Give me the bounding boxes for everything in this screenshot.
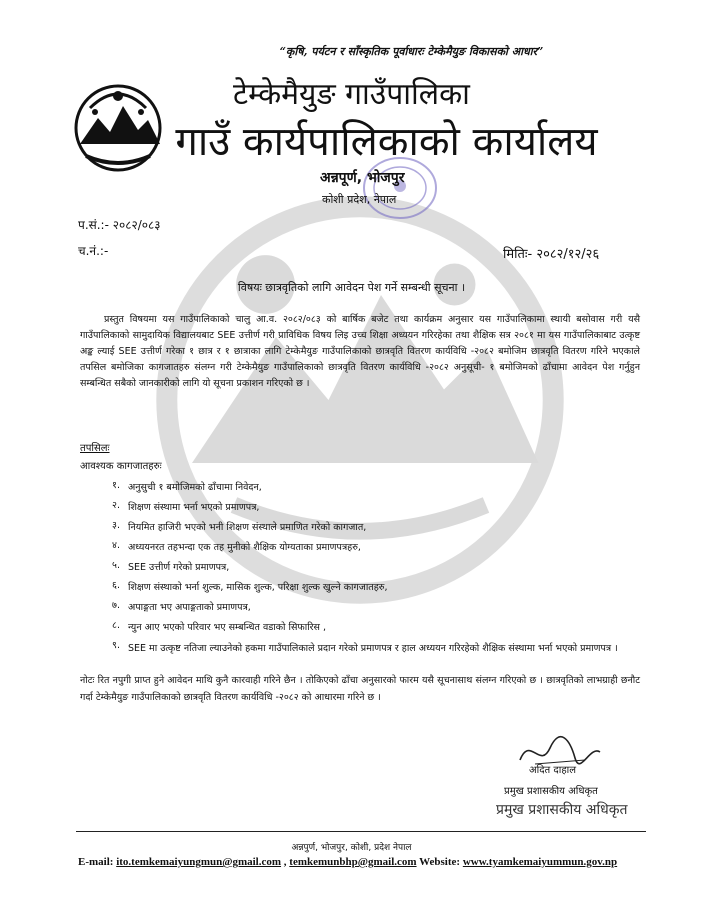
list-item-number: ७. [112,600,120,611]
list-item-number: ३. [112,520,120,531]
notice-date: मितिः- २०८२/१२/२६ [503,247,600,262]
email-link-secondary[interactable]: temkemunbhp@gmail.com [289,856,417,868]
requirements-heading: आवश्यक कागजातहरुः [80,461,162,472]
list-item-number: ६. [112,580,120,591]
email-link-primary[interactable]: ito.temkemaiyungmun@gmail.com [116,856,282,868]
office-name: गाउँ कार्यपालिकाको कार्यालय [175,119,598,165]
requirements-list [96,478,641,658]
list-item-number: ५. [112,560,120,571]
address-line-1: अन्नपूर्ण, भोजपुर [320,170,405,186]
list-item-text: अध्ययनरत तहभन्दा एक तह मुनीको शैक्षिक योग्यताका प्रमाणपत्रहरु, [128,542,361,553]
signatory-title: प्रमुख प्रशासकीय अधिकृत [504,786,598,797]
list-item [96,538,641,558]
list-item-number: ८. [112,620,120,631]
list-item-text: न्युन आए भएको परिवार भए सम्बन्धित वडाको सिफारिस , [128,622,327,633]
list-item-number: ९. [112,640,120,651]
note-paragraph: नोटः रित नपुगी प्राप्त हुने आवेदन माथि कुनै कारवाही गरिने छैन । तोकिएको ढाँचा अनुसारको फारम यसै सूचनासाथ संलग्न गरिएको छ । छात्रवृतिको लाभग्राही छनौट गर्दा टेम्केमैयुङ गाउँपालिकाको छात्रवृति वितरण कार्यविधि -२०८२ को आधारमा गरिने छ । [80,675,640,703]
list-item-number: ४. [112,540,120,551]
list-item [96,558,641,578]
list-item-text: शिक्षण संस्थामा भर्ना भएको प्रमाणपत्र, [128,502,260,513]
list-item [96,478,641,498]
signatory-name: अदित दाहाल [529,765,576,776]
list-item-number: १. [112,480,120,491]
list-item-text: अपाङ्गता भए अपाङ्गताको प्रमाणपत्र, [128,602,251,613]
footer-divider [76,831,646,832]
list-item [96,598,641,618]
list-item [96,498,641,518]
list-item-text: SEE मा उत्कृष्ट नतिजा ल्याउनेको हकमा गाउँपालिकाले प्रदान गरेको प्रमाणपत्र र हाल अध्ययन गरिरहेको शैक्षिक संस्थामा भर्ना भएको प्रमाणपत्र । [128,643,618,654]
list-item [96,618,641,638]
reference-number: प.सं.:- २०८२/०८३ [78,218,161,232]
website-label: Website: [419,856,461,868]
body-paragraph: प्रस्तुत विषयमा यस गाउँपालिकाको चालु आ.व. २०८२/०८३ को बार्षिक बजेट तथा कार्यक्रम अनुसार यस गाउँपालिकामा स्थायी बसोवास गरी यसै गाउँपालिकाको सामुदायिक विद्यालयबाट SEE उत्तीर्ण गरी प्राविधिक विषय लिइ उच्च शिक्षा अध्ययन गरिरहेका तथा शैक्षिक सत्र २०८१ मा यस गाउँपालिकाबाट उत्कृष्ट अङ्क ल्याई SEE उत्तीर्ण गरेका १ छात्र र १ छात्राका लागि टेम्केमैयुङ गाउँपालिकाको छात्रवृति वितरण कार्यविधि -२०८२ बमोजिम छात्रवृति वितरण गरिने भएकाले तपसिल बमोजिका कागजातहरु संलग्न गरी टेम्केमैयुङ गाउँपालिकाको छात्रवृति वितरण कार्यविधि -२०८२ अनुसूची- १ बमोजिमको ढाँचामा आवेदन पेश गर्नुहुन सम्बन्धित सबैको जानकारीको लागि यो सूचना प्रकाशन गरिएको छ । [80,314,640,389]
list-item-text: अनुसुची १ बमोजिमको ढाँचामा निवेदन, [128,482,262,493]
list-item [96,638,641,658]
list-item-text: SEE उत्तीर्ण गरेको प्रमाणपत्र, [128,562,230,573]
list-item [96,518,641,538]
address-line-2: कोशी प्रदेश, नेपाल [322,193,397,206]
office-stamp-icon [355,150,445,230]
footer-address: अन्नपुर्ण, भोजपुर, कोशी, प्रदेश नेपाल [291,843,412,853]
list-item-text: शिक्षण संस्थाको भर्ना शुल्क, मासिक शुल्क, परिक्षा शुल्क खुल्ने कागजातहरु, [128,582,388,593]
signatory-stamp: प्रमुख प्रशासकीय अधिकृत [496,802,628,818]
list-item-number: २. [112,500,120,511]
list-item [96,578,641,598]
website-link[interactable]: www.tyamkemaiyummun.gov.np [462,856,618,868]
dispatch-number: च.नं.:- [78,244,109,258]
palika-name: टेम्केमैयुङ गाउँपालिका [233,77,470,112]
motto: “कृषि, पर्यटन र साँस्कृतिक पूर्वाधारः टेम्केमैयुङ विकासको आधार” [279,45,544,58]
subject-line: विषयः छात्रवृतिको लागि आवेदन पेश गर्ने सम्बन्धी सूचना । [237,281,466,294]
email-separator: , [283,856,287,868]
email-label: E-mail: [78,856,114,868]
list-item-text: नियमित हाजिरी भएको भनी शिक्षण संस्थाले प्रमाणित गरेको कागजात, [128,522,367,533]
tapasil-label: तपसिलः [80,443,110,454]
footer-contacts [78,856,617,868]
